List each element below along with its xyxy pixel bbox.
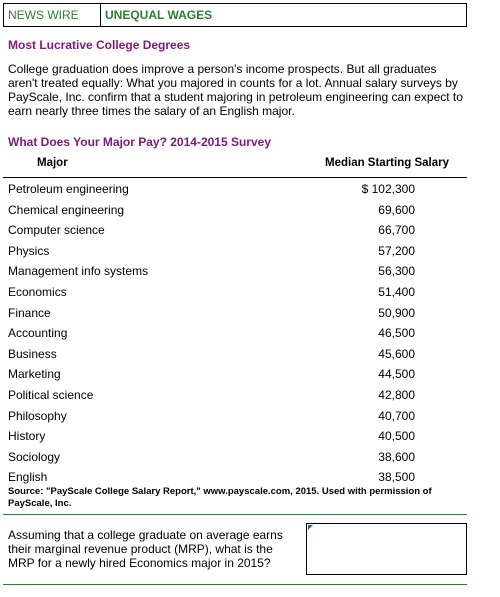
row-major: Accounting	[8, 326, 68, 341]
table-row	[3, 425, 467, 446]
row-salary: 69,600	[378, 202, 415, 217]
table-source: Source: "PayScale College Salary Report," www.payscale.com, 2015. Used with permission of PayScale, Inc.	[8, 486, 432, 509]
row-salary: 44,500	[378, 367, 415, 382]
table-row	[3, 240, 467, 261]
question-text: Assuming that a college graduate on average earns their marginal revenue product (MRP), what is the MRP for a newly hired Economics major in 2015?	[8, 528, 283, 570]
row-major: Economics	[8, 284, 67, 299]
news-headline: UNEQUAL WAGES	[105, 8, 213, 22]
row-salary: 56,300	[378, 264, 415, 279]
table-title: What Does Your Major Pay? 2014-2015 Survey	[8, 135, 271, 149]
table-row	[3, 363, 467, 384]
row-major: Sociology	[8, 449, 61, 464]
row-salary: 45,600	[378, 346, 415, 361]
row-salary: 38,600	[378, 449, 415, 464]
article-body: College graduation does improve a person's income prospects. But all graduates aren't treated equally: What you majored in counts for a lot. Annual salary surveys by PayScale, Inc. confirm that a student majoring in petroleum engineering can expect to earn nearly three times the salary of an English major.	[8, 62, 463, 118]
table-row	[3, 260, 467, 281]
table-row	[3, 322, 467, 343]
table-row	[3, 405, 467, 426]
row-salary: 40,700	[378, 408, 415, 423]
table-row	[3, 466, 467, 487]
row-major: Physics	[8, 243, 50, 258]
row-salary: 38,500	[378, 470, 415, 485]
row-salary: 46,500	[378, 326, 415, 341]
answer-input[interactable]	[306, 523, 467, 575]
row-salary: 51,400	[378, 284, 415, 299]
article-title: Most Lucrative College Degrees	[8, 38, 191, 52]
row-salary: 42,800	[378, 387, 415, 402]
row-major: Management info systems	[8, 264, 149, 279]
column-header-salary: Median Starting Salary	[325, 157, 449, 169]
table-header	[3, 151, 467, 178]
row-major: English	[8, 470, 48, 485]
row-major: Finance	[8, 305, 51, 320]
table-row	[3, 302, 467, 323]
row-major: Computer science	[8, 223, 105, 238]
table-row	[3, 446, 467, 467]
row-major: History	[8, 429, 46, 444]
input-marker-icon	[308, 525, 313, 530]
divider-top	[3, 514, 467, 515]
table-row	[3, 384, 467, 405]
row-major: Political science	[8, 387, 94, 402]
table-row	[3, 281, 467, 302]
table-row	[3, 199, 467, 220]
salary-table-body	[3, 178, 467, 487]
table-row	[3, 219, 467, 240]
table-row	[3, 178, 467, 199]
column-header-major: Major	[37, 157, 68, 169]
row-major: Petroleum engineering	[8, 182, 129, 196]
row-major: Business	[8, 346, 57, 361]
news-header	[3, 3, 467, 27]
table-row	[3, 343, 467, 364]
row-salary: 66,700	[378, 223, 415, 238]
row-major: Chemical engineering	[8, 202, 125, 217]
row-salary: 40,500	[378, 429, 415, 444]
news-tag: NEWS WIRE	[4, 4, 101, 26]
row-salary: $ 102,300	[361, 182, 415, 196]
row-major: Philosophy	[8, 408, 67, 423]
row-salary: 57,200	[378, 243, 415, 258]
row-major: Marketing	[8, 367, 61, 382]
divider-bottom	[3, 584, 467, 585]
row-salary: 50,900	[378, 305, 415, 320]
